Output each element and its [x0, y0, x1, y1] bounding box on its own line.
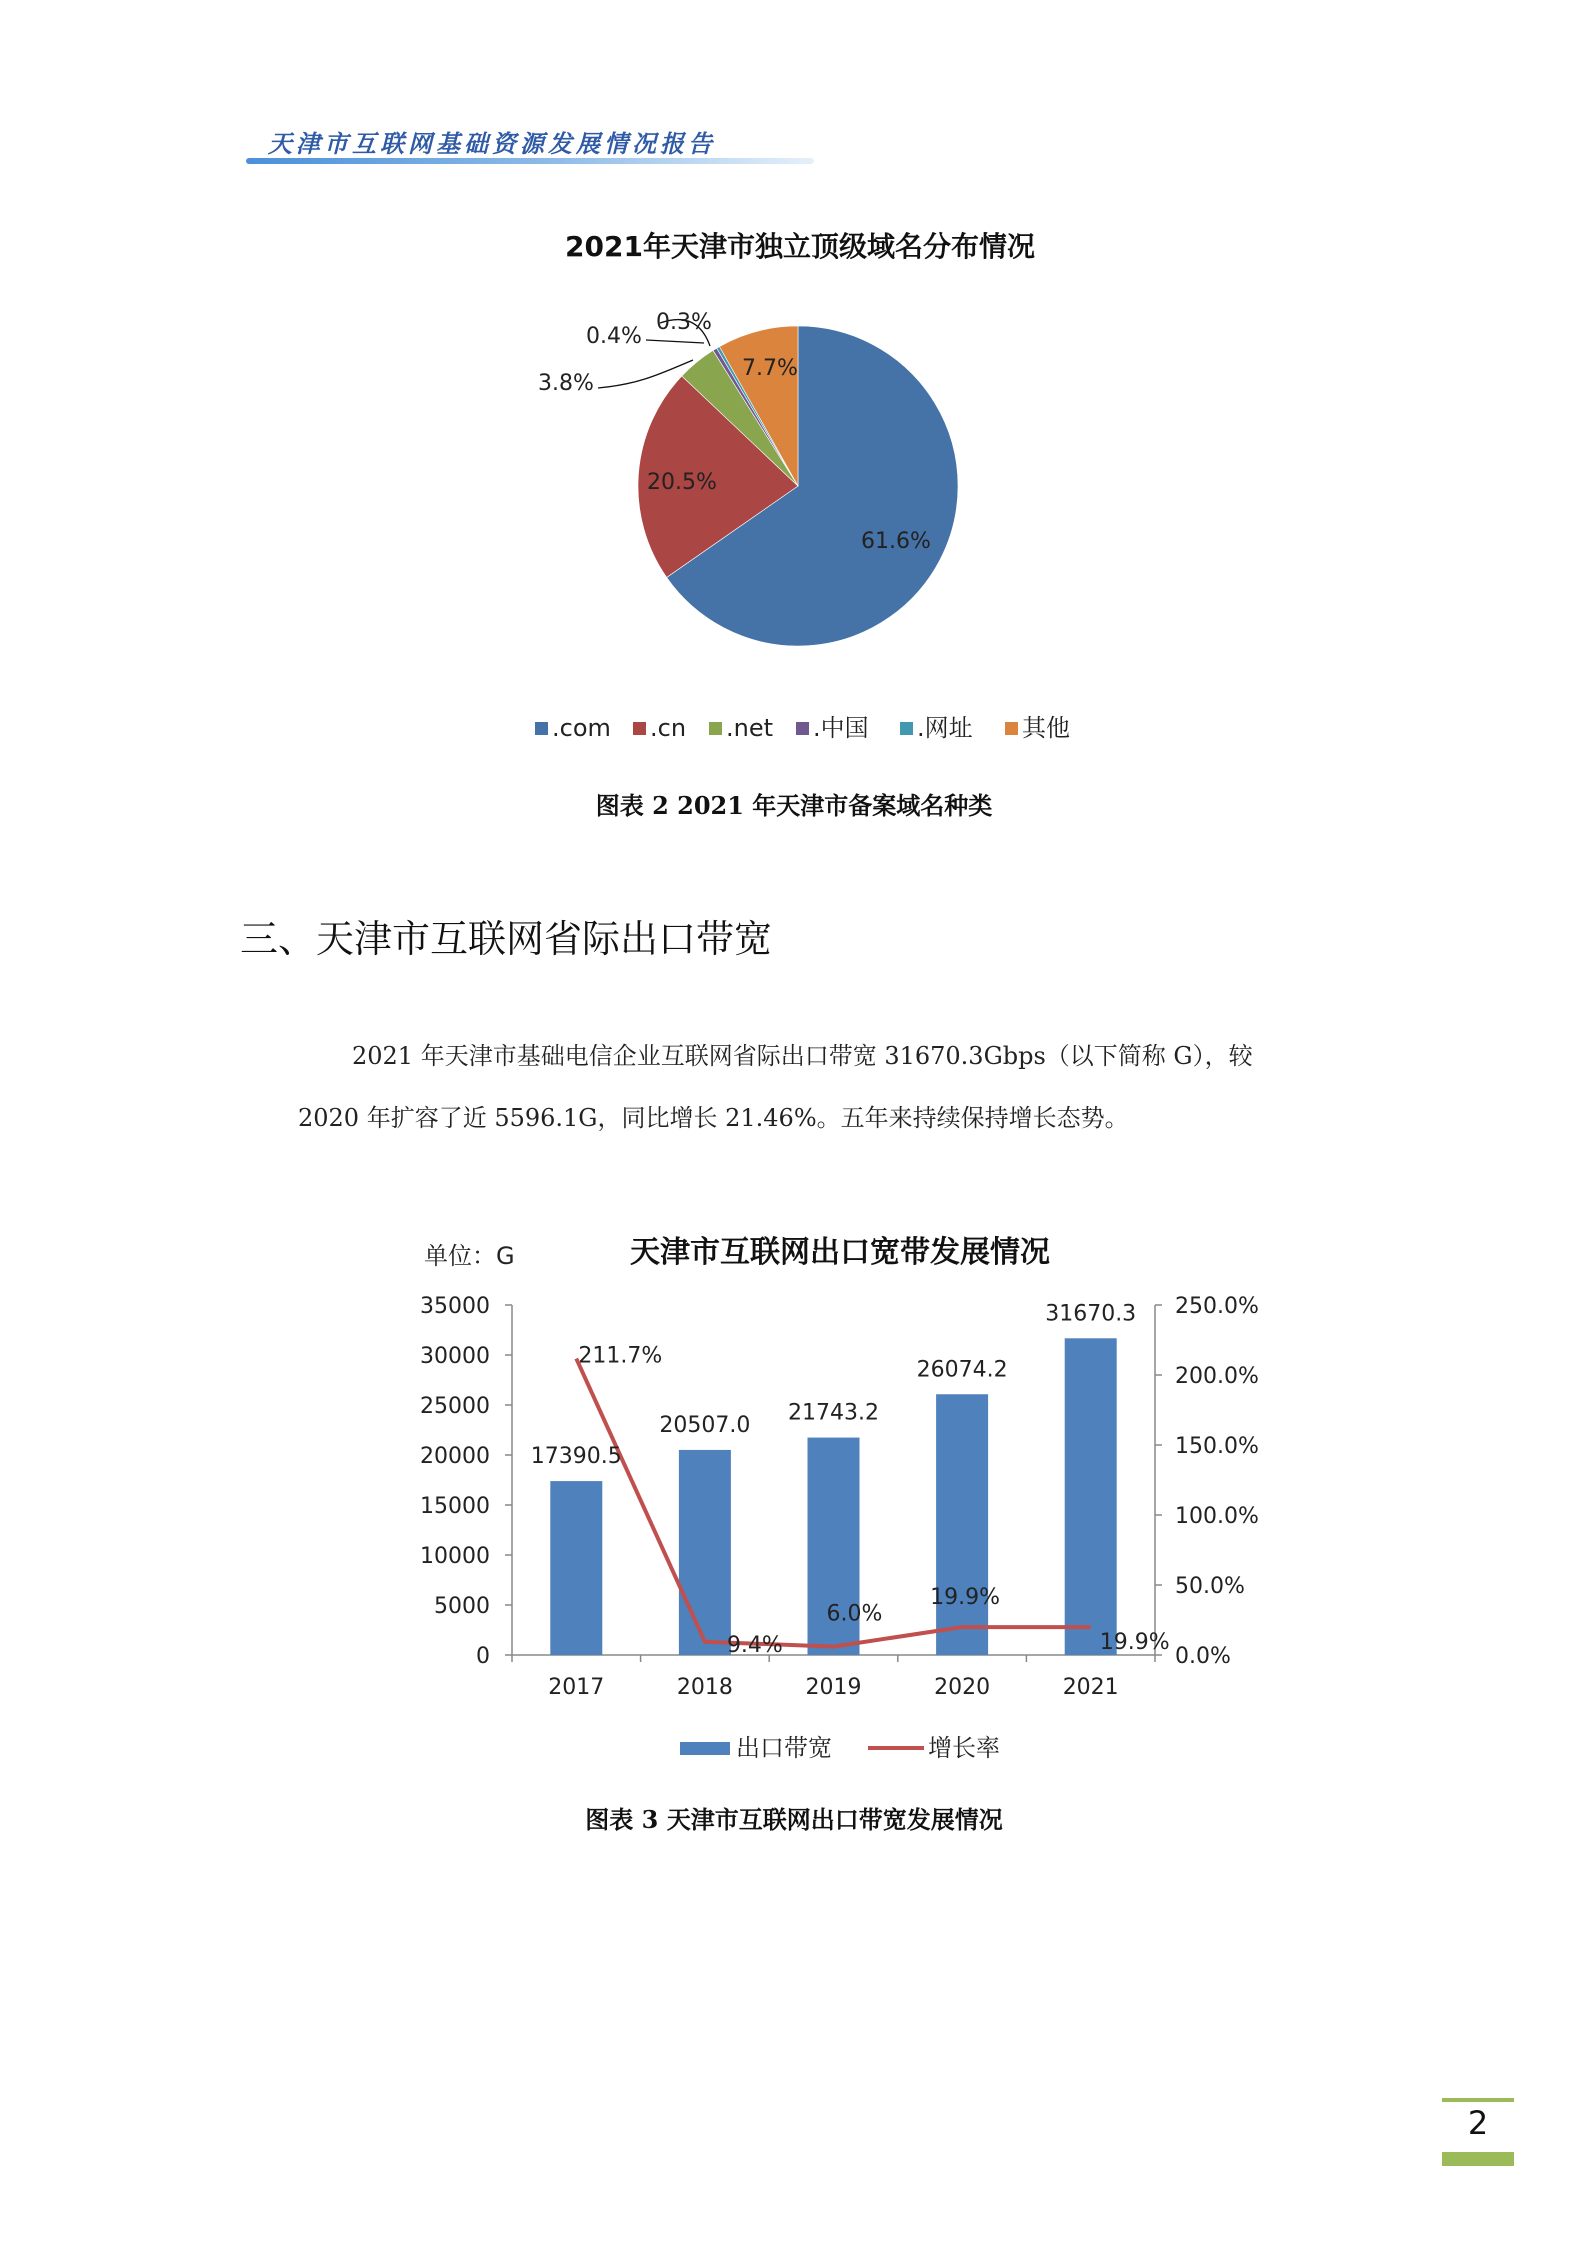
- legend-swatch-other: [1005, 722, 1018, 735]
- legend-swatch-com: [535, 722, 548, 735]
- bar-chart-title: 天津市互联网出口宽带发展情况: [630, 1235, 1050, 1270]
- pie-chart-title: 2021年天津市独立顶级域名分布情况: [565, 230, 1035, 263]
- y-right-tick-label: 150.0%: [1175, 1434, 1259, 1459]
- growth-rate-label: 19.9%: [1099, 1630, 1170, 1656]
- bar-2018: [679, 1450, 731, 1655]
- y-left-tick-label: 10000: [420, 1544, 490, 1569]
- y-left-tick-label: 15000: [420, 1494, 490, 1519]
- pie-chart: [0, 200, 1588, 760]
- legend-label-zhongguo: .中国: [813, 714, 869, 742]
- pie-label-cn: 20.5%: [647, 470, 717, 495]
- header-rule: [246, 158, 814, 164]
- y-left-tick-label: 25000: [420, 1394, 490, 1419]
- report-header-title: 天津市互联网基础资源发展情况报告: [268, 129, 716, 158]
- x-category-label: 2018: [676, 1675, 733, 1700]
- bar-2017: [550, 1481, 602, 1655]
- growth-rate-label: 211.7%: [578, 1343, 663, 1369]
- x-category-label: 2017: [548, 1675, 605, 1700]
- y-right-tick-label: 200.0%: [1175, 1364, 1259, 1389]
- legend-label-cn: .cn: [650, 714, 687, 742]
- bar-2021: [1065, 1338, 1117, 1655]
- y-right-tick-label: 250.0%: [1175, 1294, 1259, 1319]
- y-left-tick-label: 30000: [420, 1344, 490, 1369]
- bar-value-label: 31670.3: [1045, 1301, 1137, 1327]
- x-category-label: 2020: [934, 1675, 991, 1700]
- bandwidth-chart: [0, 1200, 1588, 1800]
- y-left-tick-label: 35000: [420, 1294, 490, 1319]
- page-number-rule-top: [1442, 2098, 1514, 2102]
- legend-swatch-cn: [633, 722, 646, 735]
- legend-label-growth: 增长率: [928, 1734, 1000, 1762]
- legend-label-com: .com: [552, 714, 611, 742]
- growth-rate-label: 19.9%: [930, 1585, 1001, 1611]
- legend-swatch-zhongguo: [796, 722, 809, 735]
- legend-swatch-bandwidth: [680, 1742, 730, 1755]
- bar-value-label: 17390.5: [530, 1444, 622, 1470]
- page-number-rule-bottom: [1442, 2152, 1514, 2166]
- page-number: 2: [1467, 2104, 1489, 2142]
- legend-label-other: 其他: [1022, 714, 1070, 742]
- y-right-tick-label: 100.0%: [1175, 1504, 1259, 1529]
- y-right-tick-label: 0.0%: [1175, 1644, 1231, 1669]
- bar-chart-unit-label: 单位：G: [424, 1242, 515, 1270]
- paragraph-line-1: 2021 年天津市基础电信企业互联网省际出口带宽 31670.3Gbps（以下简称 G），较: [352, 1042, 1253, 1070]
- legend-swatch-wangzhi: [900, 722, 913, 735]
- pie-label-wangzhi: 0.3%: [656, 310, 712, 335]
- legend-label-net: .net: [726, 714, 774, 742]
- bar-value-label: 20507.0: [659, 1412, 751, 1438]
- y-left-tick-label: 20000: [420, 1444, 490, 1469]
- section-title: 三、天津市互联网省际出口带宽: [240, 917, 773, 961]
- figure-caption-2: 图表 2 2021 年天津市备案域名种类: [595, 791, 993, 820]
- figure-caption-3: 图表 3 天津市互联网出口带宽发展情况: [585, 1805, 1003, 1834]
- pie-label-other: 7.7%: [742, 356, 798, 381]
- pie-label-zhongguo: 0.4%: [586, 324, 642, 349]
- growth-rate-label: 6.0%: [826, 1601, 883, 1627]
- pie-label-net: 3.8%: [538, 371, 594, 396]
- paragraph-line-2: 2020 年扩容了近 5596.1G，同比增长 21.46%。五年来持续保持增长态势。: [298, 1104, 1129, 1132]
- legend-label-bandwidth: 出口带宽: [736, 1734, 832, 1762]
- growth-rate-label: 9.4%: [726, 1632, 783, 1658]
- bar-2020: [936, 1394, 988, 1655]
- x-category-label: 2021: [1062, 1675, 1119, 1700]
- y-left-tick-label: 5000: [434, 1594, 490, 1619]
- x-category-label: 2019: [805, 1675, 862, 1700]
- y-right-tick-label: 50.0%: [1175, 1574, 1245, 1599]
- pie-label-com: 61.6%: [861, 529, 931, 554]
- legend-label-wangzhi: .网址: [917, 714, 973, 742]
- bar-value-label: 21743.2: [788, 1400, 879, 1426]
- legend-swatch-net: [709, 722, 722, 735]
- y-left-tick-label: 0: [476, 1644, 490, 1669]
- pie-leader-line-zhongguo: [646, 340, 704, 343]
- bar-value-label: 26074.2: [916, 1357, 1008, 1383]
